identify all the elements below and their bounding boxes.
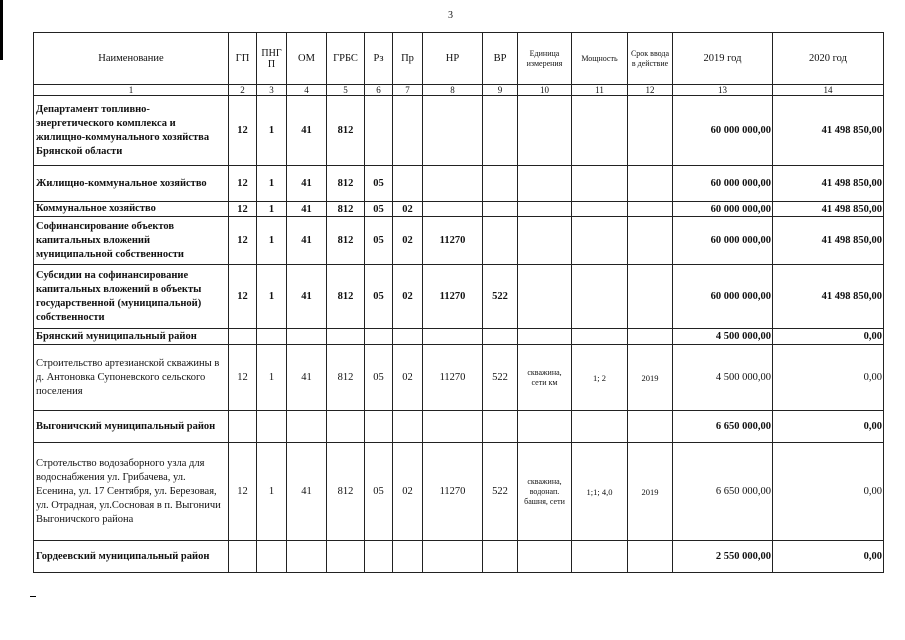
cell-rz: 05 — [365, 166, 393, 202]
col-num: 14 — [773, 85, 884, 96]
cell-2019: 60 000 000,00 — [673, 217, 773, 265]
col-num: 7 — [393, 85, 423, 96]
header-2020: 2020 год — [773, 33, 884, 85]
cell-power — [572, 541, 628, 573]
cell-pr — [393, 541, 423, 573]
cell-grbs: 812 — [327, 265, 365, 329]
cell-vr: 522 — [483, 265, 518, 329]
cell-nr: 11270 — [423, 265, 483, 329]
cell-grbs: 812 — [327, 217, 365, 265]
col-num: 9 — [483, 85, 518, 96]
cell-2019: 60 000 000,00 — [673, 202, 773, 217]
cell-rz — [365, 96, 393, 166]
cell-vr — [483, 329, 518, 345]
cell-gp — [229, 411, 257, 443]
cell-nr — [423, 411, 483, 443]
cell-pngp — [257, 329, 287, 345]
table-row — [34, 166, 884, 202]
row-name: Гордеевский муниципальный район — [34, 541, 229, 573]
cell-rz: 05 — [365, 443, 393, 541]
cell-term — [628, 96, 673, 166]
cell-vr — [483, 541, 518, 573]
cell-nr: 11270 — [423, 217, 483, 265]
cell-gp: 12 — [229, 202, 257, 217]
cell-om: 41 — [287, 345, 327, 411]
cell-term — [628, 217, 673, 265]
row-name: Брянский муниципальный район — [34, 329, 229, 345]
col-num: 12 — [628, 85, 673, 96]
cell-pr: 02 — [393, 217, 423, 265]
col-num: 10 — [518, 85, 572, 96]
cell-power — [572, 329, 628, 345]
cell-pngp — [257, 541, 287, 573]
table-row — [34, 217, 884, 265]
cell-om: 41 — [287, 202, 327, 217]
cell-vr — [483, 166, 518, 202]
cell-unit — [518, 411, 572, 443]
cell-unit — [518, 96, 572, 166]
cell-power — [572, 265, 628, 329]
cell-vr — [483, 202, 518, 217]
col-num: 11 — [572, 85, 628, 96]
cell-unit — [518, 217, 572, 265]
col-num: 5 — [327, 85, 365, 96]
row-name: Стротельство водозаборного узла для водоснабжения ул. Грибачева, ул. Есенина, ул. 17 Сентября, ул. Березовая, ул. Отрадная, ул.Сосновая в п. Выгоничи Выгоничского района — [34, 443, 229, 541]
row-name: Выгоничский муниципальный район — [34, 411, 229, 443]
cell-2020: 0,00 — [773, 541, 884, 573]
cell-2020: 0,00 — [773, 345, 884, 411]
cell-term — [628, 202, 673, 217]
cell-2020: 41 498 850,00 — [773, 166, 884, 202]
cell-grbs — [327, 411, 365, 443]
cell-2019: 60 000 000,00 — [673, 265, 773, 329]
cell-grbs: 812 — [327, 96, 365, 166]
cell-2019: 2 550 000,00 — [673, 541, 773, 573]
cell-nr — [423, 96, 483, 166]
budget-table — [33, 32, 884, 573]
cell-2019: 6 650 000,00 — [673, 443, 773, 541]
header-rz: Рз — [365, 33, 393, 85]
row-name: Субсидии на софинансирование капитальных вложений в объекты государственной (муниципальной) собственности — [34, 265, 229, 329]
cell-pr: 02 — [393, 202, 423, 217]
col-num: 6 — [365, 85, 393, 96]
cell-2020: 41 498 850,00 — [773, 265, 884, 329]
header-pngp-line2: П — [267, 58, 276, 70]
header-gp: ГП — [229, 33, 257, 85]
cell-gp: 12 — [229, 345, 257, 411]
cell-pr — [393, 329, 423, 345]
cell-pr: 02 — [393, 345, 423, 411]
cell-term: 2019 — [628, 345, 673, 411]
cell-pr: 02 — [393, 443, 423, 541]
cell-om: 41 — [287, 166, 327, 202]
cell-pngp: 1 — [257, 202, 287, 217]
header-nr: НР — [423, 33, 483, 85]
cell-pr — [393, 166, 423, 202]
row-name: Коммунальное хозяйство — [34, 202, 229, 217]
cell-nr: 11270 — [423, 443, 483, 541]
margin-mark — [0, 0, 3, 60]
page-number: 3 — [448, 10, 453, 21]
cell-2019: 60 000 000,00 — [673, 96, 773, 166]
cell-om — [287, 411, 327, 443]
cell-gp — [229, 329, 257, 345]
cell-term — [628, 329, 673, 345]
cell-grbs: 812 — [327, 202, 365, 217]
cell-power: 1; 2 — [572, 345, 628, 411]
header-grbs: ГРБС — [327, 33, 365, 85]
table-row — [34, 443, 884, 541]
header-pngp — [257, 33, 287, 85]
header-unit: Единица измерения — [518, 33, 572, 85]
cell-vr: 522 — [483, 443, 518, 541]
cell-rz: 05 — [365, 217, 393, 265]
col-num: 1 — [34, 85, 229, 96]
table-row — [34, 96, 884, 166]
cell-pngp: 1 — [257, 345, 287, 411]
cell-pr: 02 — [393, 265, 423, 329]
cell-om: 41 — [287, 217, 327, 265]
cell-term — [628, 411, 673, 443]
col-num: 2 — [229, 85, 257, 96]
cell-power — [572, 217, 628, 265]
cell-pngp: 1 — [257, 166, 287, 202]
cell-power: 1;1; 4,0 — [572, 443, 628, 541]
cell-rz: 05 — [365, 265, 393, 329]
col-num: 8 — [423, 85, 483, 96]
cell-2019: 4 500 000,00 — [673, 345, 773, 411]
header-pr: Пр — [393, 33, 423, 85]
cell-om: 41 — [287, 265, 327, 329]
cell-unit — [518, 166, 572, 202]
row-name: Строительство артезианской скважины в д. Антоновка Супоневского сельского поселения — [34, 345, 229, 411]
col-num: 13 — [673, 85, 773, 96]
cell-2019: 60 000 000,00 — [673, 166, 773, 202]
cell-rz: 05 — [365, 202, 393, 217]
cell-2019: 6 650 000,00 — [673, 411, 773, 443]
cell-vr: 522 — [483, 345, 518, 411]
cell-rz — [365, 411, 393, 443]
cell-nr — [423, 166, 483, 202]
row-name: Жилищно-коммунальное хозяйство — [34, 166, 229, 202]
cell-unit — [518, 541, 572, 573]
cell-vr — [483, 411, 518, 443]
cell-power — [572, 166, 628, 202]
cell-2020: 0,00 — [773, 411, 884, 443]
cell-pngp: 1 — [257, 443, 287, 541]
cell-power — [572, 411, 628, 443]
cell-2020: 41 498 850,00 — [773, 217, 884, 265]
cell-pr — [393, 96, 423, 166]
cell-2020: 41 498 850,00 — [773, 96, 884, 166]
header-name: Наименование — [34, 33, 229, 85]
cell-nr — [423, 329, 483, 345]
cell-gp: 12 — [229, 166, 257, 202]
cell-term — [628, 265, 673, 329]
cell-pngp — [257, 411, 287, 443]
cell-unit — [518, 329, 572, 345]
cell-rz: 05 — [365, 345, 393, 411]
table-row — [34, 541, 884, 573]
cell-2019: 4 500 000,00 — [673, 329, 773, 345]
cell-grbs — [327, 329, 365, 345]
cell-om — [287, 329, 327, 345]
cell-pngp: 1 — [257, 265, 287, 329]
cell-gp — [229, 541, 257, 573]
cell-term — [628, 541, 673, 573]
header-vr: ВР — [483, 33, 518, 85]
corner-mark — [30, 596, 36, 597]
cell-pngp: 1 — [257, 217, 287, 265]
cell-grbs: 812 — [327, 443, 365, 541]
cell-2020: 0,00 — [773, 329, 884, 345]
header-2019: 2019 год — [673, 33, 773, 85]
cell-term: 2019 — [628, 443, 673, 541]
cell-nr — [423, 202, 483, 217]
cell-unit — [518, 265, 572, 329]
cell-unit: скважина, сети км — [518, 345, 572, 411]
cell-2020: 41 498 850,00 — [773, 202, 884, 217]
cell-pr — [393, 411, 423, 443]
cell-nr: 11270 — [423, 345, 483, 411]
cell-om — [287, 541, 327, 573]
header-row — [34, 33, 884, 85]
cell-om: 41 — [287, 443, 327, 541]
cell-unit — [518, 202, 572, 217]
header-power: Мощность — [572, 33, 628, 85]
table-row — [34, 345, 884, 411]
cell-unit: скважина, водонап. башня, сети — [518, 443, 572, 541]
cell-rz — [365, 541, 393, 573]
row-name: Департамент топливно-энергетического комплекса и жилищно-коммунального хозяйства Брянской области — [34, 96, 229, 166]
cell-gp: 12 — [229, 96, 257, 166]
cell-nr — [423, 541, 483, 573]
col-num: 4 — [287, 85, 327, 96]
header-om: ОМ — [287, 33, 327, 85]
cell-power — [572, 96, 628, 166]
cell-om: 41 — [287, 96, 327, 166]
table-row — [34, 329, 884, 345]
col-num: 3 — [257, 85, 287, 96]
cell-vr — [483, 96, 518, 166]
cell-gp: 12 — [229, 217, 257, 265]
cell-pngp: 1 — [257, 96, 287, 166]
cell-grbs: 812 — [327, 166, 365, 202]
cell-grbs — [327, 541, 365, 573]
cell-2020: 0,00 — [773, 443, 884, 541]
table-row — [34, 411, 884, 443]
cell-vr — [483, 217, 518, 265]
header-pngp-line1: ПНГ — [261, 47, 282, 59]
header-term: Срок ввода в действие — [628, 33, 673, 85]
cell-power — [572, 202, 628, 217]
cell-gp: 12 — [229, 443, 257, 541]
cell-gp: 12 — [229, 265, 257, 329]
row-name: Софинансирование объектов капитальных вложений муниципальной собственности — [34, 217, 229, 265]
column-number-row — [34, 85, 884, 96]
table-row — [34, 265, 884, 329]
cell-term — [628, 166, 673, 202]
cell-grbs: 812 — [327, 345, 365, 411]
cell-rz — [365, 329, 393, 345]
table-row — [34, 202, 884, 217]
